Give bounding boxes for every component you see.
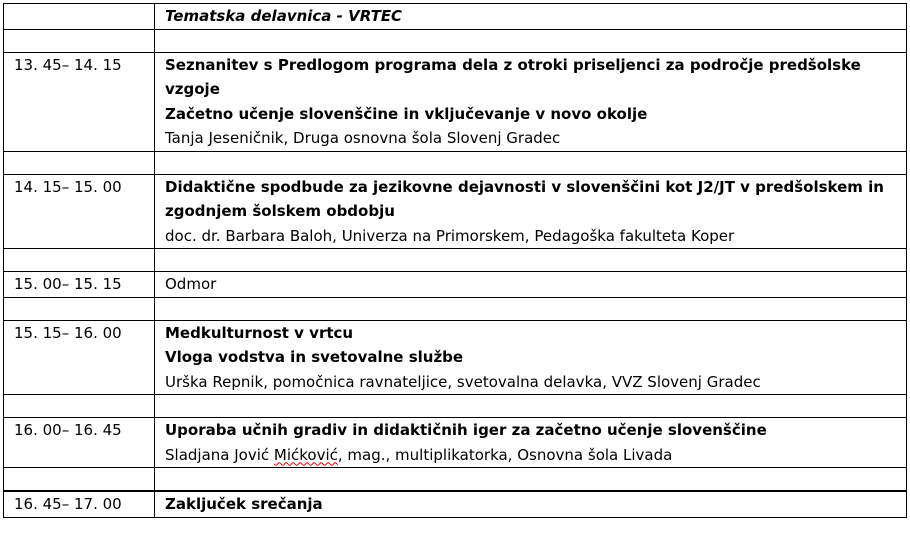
session-title: Začetno učenje slovenščine in vključevanje v novo okolje [165,104,648,123]
session-speaker [165,443,896,468]
spacer-row [4,249,907,272]
break-label: Odmor [165,275,217,293]
session-title: Medkulturnost v vrtcu [165,323,354,342]
session-content [155,174,907,249]
spacer-row [4,297,907,320]
session-title: Vloga vodstva in svetovalne službe [165,348,464,366]
header-empty-cell [4,4,155,30]
session-speaker: Urška Repnik, pomočnica ravnateljice, svetovalna delavka, VVZ Slovenj Gradec [165,372,761,391]
spacer-row [4,395,907,418]
spacer-row [4,151,907,174]
session-row [4,272,907,298]
programme-table [3,3,907,518]
spacer-row [4,468,907,492]
session-speaker: Tanja Jeseničnik, Druga osnovna šola Slovenj Gradec [165,129,561,147]
spacer-row [4,29,907,52]
session-title: Uporaba učnih gradiv in didaktičnih iger za začetno učenje slovenščine [165,421,767,439]
session-content [155,272,907,298]
session-row [4,174,907,249]
session-title: Didaktične spodbude za jezikovne dejavnosti v slovenščini kot J2/JT v predšolskem in zgodnjem šolskem obdobju [165,177,884,220]
session-content [155,52,907,151]
spellcheck-flagged-word: Mićković [273,445,338,464]
session-time: 16. 00– 16. 45 [4,418,155,468]
session-row [4,320,907,395]
speaker-affiliation-part: , mag., multiplikatorka, Osnovna šola Livada [337,445,673,464]
session-row [4,52,907,151]
session-time: 16. 45– 17. 00 [4,491,155,517]
session-time: 14. 15– 15. 00 [4,174,155,249]
session-content [155,320,907,395]
workshop-title: Tematska delavnica - VRTEC [155,4,907,30]
session-content [155,491,907,517]
session-row [4,491,907,517]
session-row [4,418,907,468]
session-title: Zaključek srečanja [165,495,323,513]
session-time: 15. 00– 15. 15 [4,272,155,298]
session-title: Seznanitev s Predlogom programa dela z otroki priseljenci za področje predšolske vzgoje [165,55,861,98]
session-speaker: doc. dr. Barbara Baloh, Univerza na Primorskem, Pedagoška fakulteta Koper [165,226,735,245]
session-time: 13. 45– 14. 15 [4,52,155,151]
session-time: 15. 15– 16. 00 [4,320,155,395]
session-content [155,418,907,468]
speaker-name-part: Sladjana Jović [165,445,274,464]
header-row [4,4,907,30]
